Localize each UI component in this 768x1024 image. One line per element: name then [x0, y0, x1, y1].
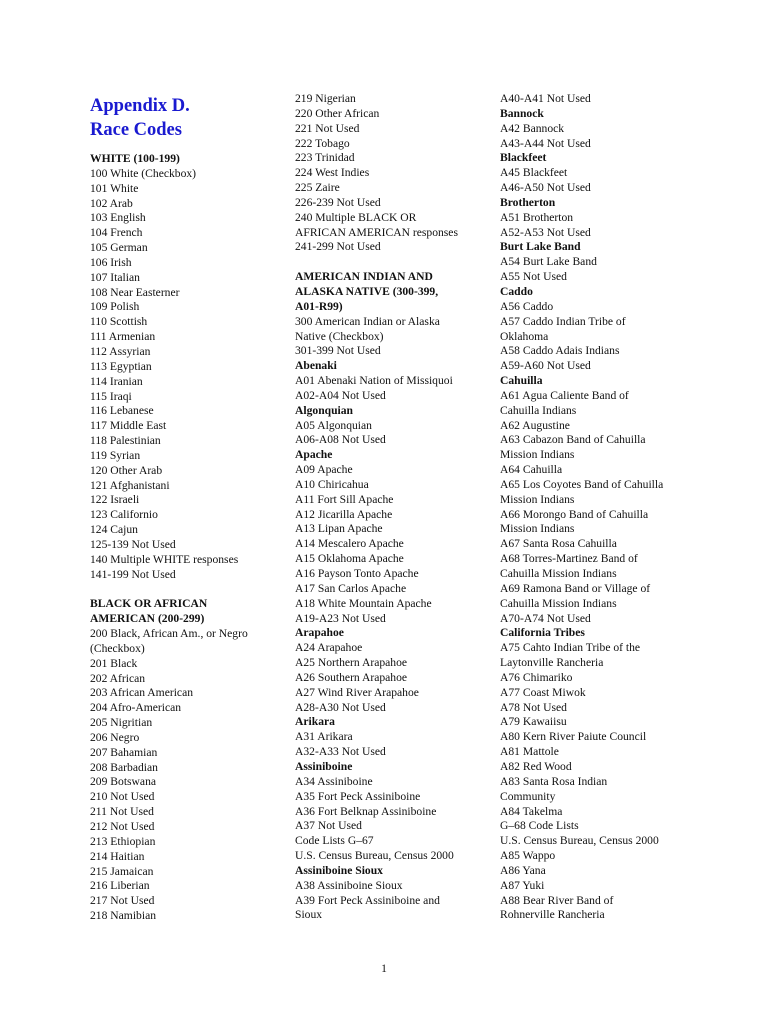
code-entry: 111 Armenian: [90, 330, 156, 344]
code-entry: 107 Italian: [90, 270, 140, 284]
code-entry: A69 Ramona Band or Village of: [500, 581, 651, 595]
code-entry: A84 Takelma: [500, 804, 563, 818]
code-entry: A87 Yuki: [500, 878, 545, 892]
code-entry: 141-199 Not Used: [90, 567, 176, 581]
column-1: [90, 92, 275, 924]
code-entry: 115 Iraqi: [90, 389, 132, 403]
section-heading: Abenaki: [295, 359, 337, 373]
code-entry: A28-A30 Not Used: [295, 700, 386, 714]
code-entry: AFRICAN AMERICAN responses: [295, 225, 458, 239]
code-entry: 217 Not Used: [90, 894, 155, 908]
code-entry: 201 Black: [90, 656, 138, 670]
code-entry: A56 Caddo: [500, 299, 554, 313]
code-entry: Native (Checkbox): [295, 329, 384, 343]
section-heading: Cahuilla: [500, 374, 543, 388]
column-1-entries: [90, 152, 275, 924]
code-entry: A09 Apache: [295, 463, 353, 477]
title-line-1: Appendix D.: [90, 96, 190, 116]
code-entry: A37 Not Used: [295, 819, 362, 833]
code-entry: Laytonville Rancheria: [500, 656, 604, 670]
code-entry: A59-A60 Not Used: [500, 359, 591, 373]
section-heading: Burt Lake Band: [500, 240, 581, 254]
code-entry: A26 Southern Arapahoe: [295, 670, 408, 684]
code-entry: 224 West Indies: [295, 166, 370, 180]
code-entry: 113 Egyptian: [90, 359, 152, 373]
code-entry: A15 Oklahoma Apache: [295, 552, 404, 566]
code-entry: 102 Arab: [90, 196, 133, 210]
code-entry: 100 White (Checkbox): [90, 166, 197, 180]
section-heading: WHITE (100-199): [90, 152, 180, 165]
code-entry: 109 Polish: [90, 300, 140, 314]
code-entry: 203 African American: [90, 686, 194, 700]
code-entry: A79 Kawaiisu: [500, 715, 567, 729]
code-entry: A70-A74 Not Used: [500, 611, 591, 625]
code-entry: Sioux: [295, 908, 323, 922]
code-entry: A01 Abenaki Nation of Missiquoi: [295, 374, 453, 388]
column-2-entries: [295, 92, 485, 923]
code-entry: A19-A23 Not Used: [295, 611, 386, 625]
code-entry: 226-239 Not Used: [295, 195, 381, 209]
code-entry: A86 Yana: [500, 863, 546, 877]
code-entry: 103 English: [90, 211, 146, 225]
column-3-entries: [500, 92, 710, 923]
code-entry: 207 Bahamian: [90, 745, 158, 759]
code-entry: A10 Chiricahua: [295, 477, 369, 491]
code-entry: 116 Lebanese: [90, 404, 154, 418]
code-entry: 210 Not Used: [90, 790, 155, 804]
code-entry: 208 Barbadian: [90, 760, 158, 774]
code-entry: 202 African: [90, 671, 146, 685]
code-entry: A13 Lipan Apache: [295, 522, 383, 536]
section-heading: AMERICAN INDIAN AND: [295, 270, 433, 284]
code-entry: 101 White: [90, 181, 139, 195]
code-entry: 200 Black, African Am., or Negro: [90, 627, 248, 640]
code-entry: A58 Caddo Adais Indians: [500, 344, 620, 358]
page-number: 1: [381, 962, 387, 975]
code-entry: G–68 Code Lists: [500, 819, 579, 833]
code-entry: 209 Botswana: [90, 775, 157, 789]
code-entry: 215 Jamaican: [90, 864, 154, 878]
section-heading: Arikara: [295, 715, 335, 729]
code-entry: A85 Wappo: [500, 849, 556, 863]
code-entry: 118 Palestinian: [90, 434, 161, 448]
code-entry: 117 Middle East: [90, 419, 167, 433]
section-heading: Assiniboine Sioux: [295, 863, 383, 877]
code-entry: 240 Multiple BLACK OR: [295, 210, 417, 224]
code-entry: 119 Syrian: [90, 448, 141, 462]
code-entry: A63 Cabazon Band of Cahuilla: [500, 433, 646, 447]
code-entry: A27 Wind River Arapahoe: [295, 685, 419, 699]
code-entry: A88 Bear River Band of: [500, 893, 614, 907]
code-entry: A17 San Carlos Apache: [295, 581, 407, 595]
section-heading: ALASKA NATIVE (300-399,: [295, 284, 439, 298]
code-entry: 121 Afghanistani: [90, 478, 170, 492]
code-entry: A55 Not Used: [500, 270, 567, 284]
code-entry: A83 Santa Rosa Indian: [500, 774, 608, 788]
code-entry: A68 Torres-Martinez Band of: [500, 552, 638, 566]
code-entry: A16 Payson Tonto Apache: [295, 567, 419, 580]
code-entry: A81 Mattole: [500, 745, 559, 759]
code-entry: 212 Not Used: [90, 819, 155, 833]
code-entry: 110 Scottish: [90, 315, 148, 329]
code-entry: A46-A50 Not Used: [500, 181, 591, 195]
code-entry: A78 Not Used: [500, 700, 567, 714]
code-entry: 213 Ethiopian: [90, 834, 156, 848]
code-entry: 106 Irish: [90, 255, 132, 269]
code-entry: 225 Zaire: [295, 181, 340, 195]
code-entry: Oklahoma: [500, 329, 549, 343]
code-entry: A57 Caddo Indian Tribe of: [500, 314, 626, 328]
code-entry: A45 Blackfeet: [500, 166, 568, 180]
code-entry: 218 Namibian: [90, 909, 157, 923]
code-entry: A75 Cahto Indian Tribe of the: [500, 641, 641, 655]
code-entry: Code Lists G–67: [295, 834, 374, 848]
code-entry: Cahuilla Mission Indians: [500, 596, 617, 610]
code-entry: A43-A44 Not Used: [500, 136, 591, 150]
section-heading: Brotherton: [500, 195, 556, 209]
code-entry: U.S. Census Bureau, Census 2000: [295, 849, 454, 863]
code-entry: A67 Santa Rosa Cahuilla: [500, 537, 617, 551]
section-heading: AMERICAN (200-299): [90, 612, 205, 626]
code-entry: 125-139 Not Used: [90, 537, 176, 551]
code-entry: 105 German: [90, 241, 148, 255]
code-entry: 140 Multiple WHITE responses: [90, 552, 239, 566]
code-entry: A02-A04 Not Used: [295, 388, 386, 402]
section-heading: California Tribes: [500, 626, 585, 640]
code-entry: A34 Assiniboine: [295, 774, 373, 788]
code-entry: 124 Cajun: [90, 523, 138, 537]
code-entry: 205 Nigritian: [90, 716, 153, 730]
code-entry: Cahuilla Mission Indians: [500, 567, 617, 580]
code-entry: A77 Coast Miwok: [500, 685, 586, 699]
code-entry: 206 Negro: [90, 730, 140, 744]
code-entry: 108 Near Easterner: [90, 285, 180, 299]
title-line-2: Race Codes: [90, 120, 182, 140]
column-2: [295, 92, 485, 923]
code-entry: 300 American Indian or Alaska: [295, 314, 440, 328]
code-entry: A54 Burt Lake Band: [500, 255, 597, 269]
code-entry: A36 Fort Belknap Assiniboine: [295, 804, 437, 818]
code-entry: 223 Trinidad: [295, 151, 355, 165]
code-entry: A61 Agua Caliente Band of: [500, 388, 629, 402]
code-entry: 219 Nigerian: [295, 92, 356, 105]
code-entry: A05 Algonquian: [295, 418, 372, 432]
code-entry: A64 Cahuilla: [500, 463, 563, 477]
code-entry: A80 Kern River Paiute Council: [500, 730, 647, 744]
code-entry: A52-A53 Not Used: [500, 225, 591, 239]
section-heading: Apache: [295, 448, 333, 462]
code-entry: 204 Afro-American: [90, 701, 182, 715]
code-entry: 222 Tobago: [295, 136, 350, 150]
section-heading: Arapahoe: [295, 626, 344, 640]
code-entry: 122 Israeli: [90, 493, 140, 507]
section-heading: Assiniboine: [295, 759, 353, 773]
code-entry: A35 Fort Peck Assiniboine: [295, 789, 421, 803]
code-entry: A38 Assiniboine Sioux: [295, 878, 403, 892]
code-entry: A11 Fort Sill Apache: [295, 492, 394, 506]
code-entry: A66 Morongo Band of Cahuilla: [500, 507, 649, 521]
code-entry: A76 Chimariko: [500, 670, 573, 684]
code-entry: A18 White Mountain Apache: [295, 596, 432, 610]
code-entry: A40-A41 Not Used: [500, 92, 591, 105]
code-entry: 112 Assyrian: [90, 344, 151, 358]
code-entry: U.S. Census Bureau, Census 2000: [500, 834, 659, 848]
document-title: [90, 94, 275, 142]
code-entry: A24 Arapahoe: [295, 641, 363, 655]
code-entry: Community: [500, 789, 556, 803]
code-entry: 114 Iranian: [90, 374, 143, 388]
section-gap: [90, 582, 275, 597]
code-entry: 241-299 Not Used: [295, 240, 381, 254]
section-heading: Bannock: [500, 106, 544, 120]
code-entry: 221 Not Used: [295, 121, 360, 135]
code-entry: 104 French: [90, 226, 143, 240]
code-entry: A12 Jicarilla Apache: [295, 507, 393, 521]
section-heading: A01-R99): [295, 299, 343, 313]
code-entry: Mission Indians: [500, 522, 575, 536]
code-entry: A32-A33 Not Used: [295, 745, 386, 759]
section-heading: Algonquian: [295, 403, 353, 417]
code-entry: A39 Fort Peck Assiniboine and: [295, 893, 440, 907]
code-entry: 301-399 Not Used: [295, 344, 381, 358]
section-heading: Caddo: [500, 284, 533, 298]
code-entry: A62 Augustine: [500, 418, 570, 432]
code-entry: Cahuilla Indians: [500, 403, 577, 417]
section-heading: BLACK OR AFRICAN: [90, 597, 208, 611]
code-entry: A42 Bannock: [500, 121, 565, 135]
code-entry: A31 Arikara: [295, 730, 353, 744]
code-entry: 216 Liberian: [90, 879, 150, 893]
code-entry: A65 Los Coyotes Band of Cahuilla: [500, 477, 664, 491]
code-entry: A25 Northern Arapahoe: [295, 656, 408, 670]
code-entry: Rohnerville Rancheria: [500, 908, 605, 922]
code-entry: 220 Other African: [295, 106, 380, 120]
column-3: [500, 92, 710, 923]
code-entry: 214 Haitian: [90, 849, 145, 863]
code-entry: 120 Other Arab: [90, 463, 163, 477]
code-entry: A51 Brotherton: [500, 210, 574, 224]
code-entry: A14 Mescalero Apache: [295, 537, 404, 551]
code-entry: 211 Not Used: [90, 805, 154, 819]
section-heading: Blackfeet: [500, 151, 547, 165]
code-entry: A06-A08 Not Used: [295, 433, 386, 447]
code-entry: (Checkbox): [90, 641, 145, 655]
section-gap: [295, 255, 485, 270]
code-entry: Mission Indians: [500, 448, 575, 462]
code-entry: Mission Indians: [500, 492, 575, 506]
code-entry: 123 Californio: [90, 508, 158, 522]
code-entry: A82 Red Wood: [500, 759, 572, 773]
